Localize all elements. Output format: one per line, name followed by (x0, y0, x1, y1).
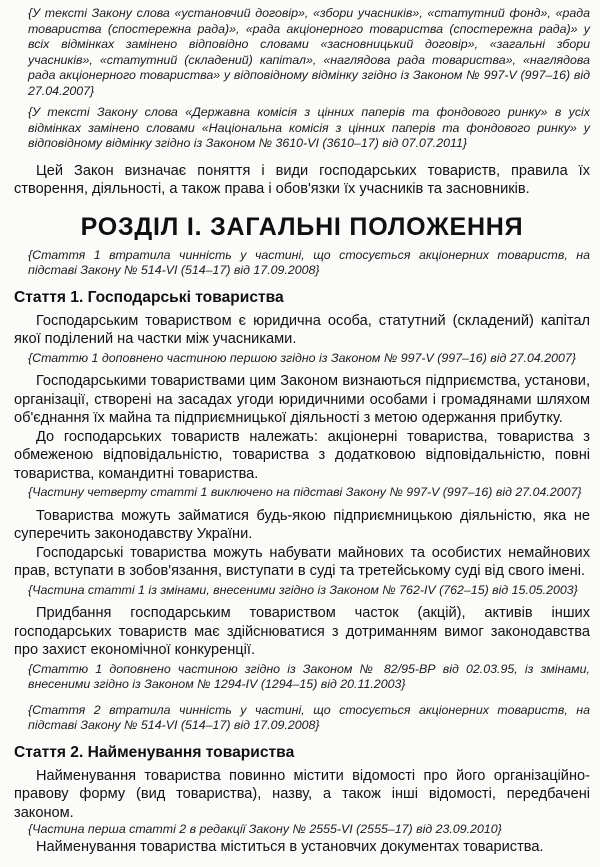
paragraph: Господарським товариством є юридична особа, статутний (складений) капітал якої поділений на частки між учасниками. (14, 312, 590, 347)
paragraph: Товариства можуть займатися будь-якою підприємницькою діяльністю, яка не суперечить законодавству України. (14, 507, 590, 542)
amendment-note: {Статтю 1 доповнено частиною першою згідно із Законом № 997-V (997–16) від 27.04.2007} (28, 350, 576, 365)
paragraph: Найменування товариства міститься в установчих документах товариства. (36, 838, 544, 855)
article-1-title: Стаття 1. Господарські товариства (14, 288, 284, 306)
amendment-note: {Стаття 2 втратила чинність у частині, що стосується акціонерних товариств, на підставі Закону № 514-VI (514–17) від 17.09.2008} (28, 702, 590, 732)
paragraph: Господарськими товариствами цим Законом визнаються підприємства, установи, організації, створені на засадах угоди юридичними особами і громадянами шляхом об'єднання їх майна та підприємницької діяльності з метою одержання прибутку. (14, 373, 590, 426)
amendment-note: {Частина перша статті 2 в редакції Закону № 2555-VI (2555–17) від 23.09.2010} (28, 822, 502, 836)
section-note: {Стаття 1 втратила чинність у частині, що стосується акціонерних товариств, на підставі Закону № 514-VI (514–17) від 17.09.2008} (28, 247, 590, 277)
amendment-note: {Частина статті 1 із змінами, внесеними згідно із Законом № 762-IV (762–15) від 15.05.2003} (28, 582, 578, 597)
amendment-note: {Частину четверту статті 1 виключено на підставі Закону № 997-V (997–16) від 27.04.2007} (28, 485, 582, 499)
amendment-note: {У тексті Закону слова «Державна комісія з цінних паперів та фондового ринку» в усіх відмінках замінено словами «Національна комісія з цінних паперів та фондового ринку» у відповідному відмінку згідно із Законом № 3610-VI (3610–17) від 07.07.2011} (28, 105, 590, 150)
amendment-note: {У тексті Закону слова «установчий договір», «збори учасників», «статутний фонд», «рада товариства (спостережна рада)», «рада акціонерного товариства (спостережна рада)» у всіх відмінках замінено відповідно словами «засновницький договір», «загальні збори учасників», «статутний (складений) капітал», «наглядова рада товариства», «наглядова рада акціонерного товариства» у відповідному відмінку згідно із Законом № 997-V (997–16) від 27.04.2007} (28, 6, 590, 98)
paragraph: Придбання господарським товариством часток (акцій), активів інших господарських товариств має здійснюватися з дотриманням вимог законодавства про захист економічної конкуренції. (14, 605, 590, 658)
amendment-note: {Статтю 1 доповнено частиною згідно із Законом № 82/95-ВР від 02.03.95, із змінами, внесеними згідно із Законом № 1294-IV (1294–15) від 20.11.2003} (28, 661, 590, 691)
paragraph: До господарських товариств належать: акціонерні товариства, товариства з обмеженою відповідальністю, товариства з додатковою відповідальністю, повні товариства, командитні товариства. (14, 428, 590, 482)
article-2-title: Стаття 2. Найменування товариства (14, 743, 295, 761)
preamble: Цей Закон визначає поняття і види господарських товариств, правила їх створення, діяльності, а також права і обов'язки їх учасників та засновників. (14, 162, 590, 197)
section-title: РОЗДІЛ І. ЗАГАЛЬНІ ПОЛОЖЕННЯ (80, 212, 524, 241)
paragraph: Найменування товариства повинно містити відомості про його організаційно-правову форму (вид товариства), назву, а також інші відомості, передбачені законом. (14, 767, 590, 821)
paragraph: Господарські товариства можуть набувати майнових та особистих немайнових прав, вступати в зобов'язання, виступати в суді та третейському суді від свого імені. (14, 544, 590, 579)
